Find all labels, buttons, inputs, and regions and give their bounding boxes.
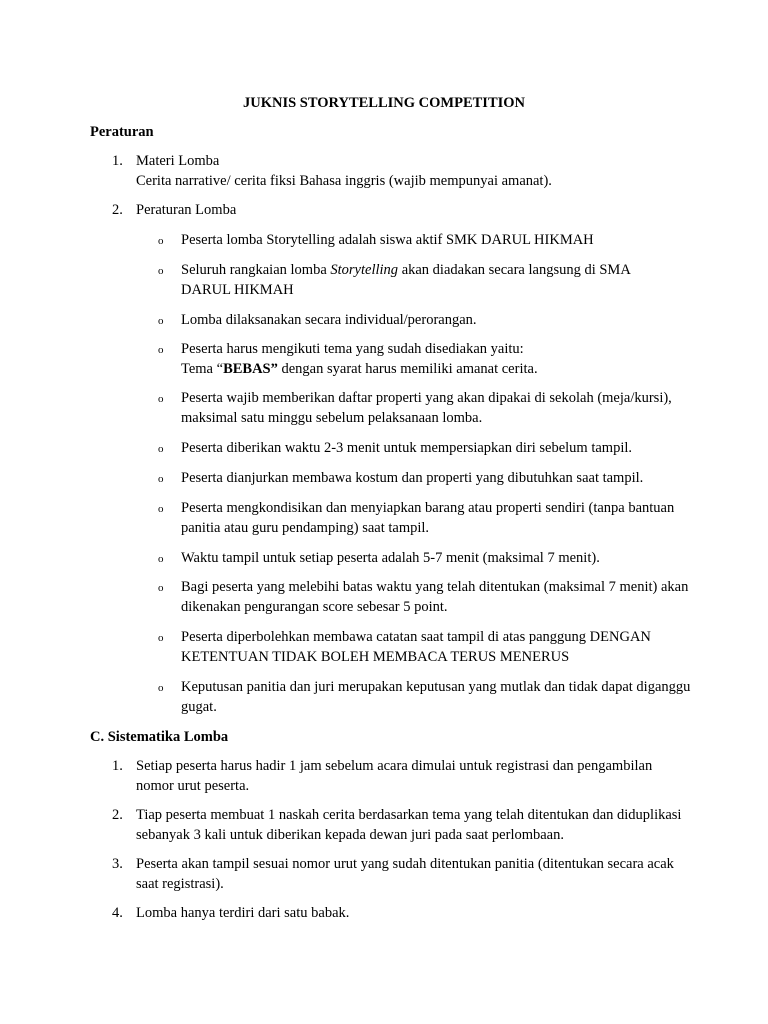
- rule-text: akan diadakan secara langsung di SMA: [398, 262, 631, 278]
- bullet-icon: o: [158, 582, 164, 594]
- rule-item: Peserta mengkondisikan dan menyiapkan barang atau properti sendiri (tanpa bantuan panitia atau guru pendamping) saat tampil.: [181, 500, 675, 536]
- bullet-icon: o: [158, 315, 164, 327]
- rule-item: Peserta diberikan waktu 2-3 menit untuk mempersiapkan diri sebelum tampil.: [181, 440, 633, 456]
- list-number: 2.: [112, 807, 123, 823]
- rule-item: Peserta harus mengikuti tema yang sudah disediakan yaitu:: [181, 341, 524, 357]
- rule-item: Peserta wajib memberikan daftar properti yang akan dipakai di sekolah (meja/kursi), maksimal satu minggu sebelum pelaksanaan lomba.: [181, 390, 672, 426]
- list-number: 1.: [112, 153, 123, 169]
- rule-item: Lomba dilaksanakan secara individual/perorangan.: [181, 312, 477, 328]
- rule-bold-text: BEBAS”: [223, 361, 278, 377]
- rule-item: [181, 260, 631, 280]
- section-heading-sistematika: C. Sistematika Lomba: [90, 729, 229, 745]
- bullet-icon: o: [158, 682, 164, 694]
- rule-item: Peserta diperbolehkan membawa catatan saat tampil di atas panggung DENGAN KETENTUAN TIDAK BOLEH MEMBACA TERUS MENERUS: [181, 629, 651, 665]
- rule-item-continuation: DARUL HIKMAH: [181, 282, 294, 298]
- bullet-icon: o: [158, 553, 164, 565]
- bullet-icon: o: [158, 473, 164, 485]
- bullet-icon: o: [158, 632, 164, 644]
- list-number: 2.: [112, 202, 123, 218]
- list-item-detail: Cerita narrative/ cerita fiksi Bahasa inggris (wajib mempunyai amanat).: [136, 173, 552, 189]
- list-item-label: Materi Lomba: [136, 153, 220, 169]
- bullet-icon: o: [158, 344, 164, 356]
- list-number: 1.: [112, 758, 123, 774]
- list-item-label: Peraturan Lomba: [136, 202, 237, 218]
- section-heading-peraturan: Peraturan: [90, 124, 154, 140]
- rule-text: Seluruh rangkaian lomba: [181, 262, 331, 278]
- rule-text: dengan syarat harus memiliki amanat cerita.: [277, 361, 538, 377]
- bullet-icon: o: [158, 235, 164, 247]
- list-number: 3.: [112, 856, 123, 872]
- rule-item: Waktu tampil untuk setiap peserta adalah 5-7 menit (maksimal 7 menit).: [181, 550, 600, 566]
- bullet-icon: o: [158, 265, 164, 277]
- rule-text: Tema “: [181, 361, 224, 377]
- list-item: Lomba hanya terdiri dari satu babak.: [136, 905, 350, 921]
- rule-italic-text: Storytelling: [330, 262, 399, 278]
- bullet-icon: o: [158, 393, 164, 405]
- bullet-icon: o: [158, 503, 164, 515]
- rule-item: Bagi peserta yang melebihi batas waktu yang telah ditentukan (maksimal 7 menit) akan dikenakan pengurangan score sebesar 5 point.: [181, 579, 689, 615]
- rule-item-continuation: [181, 359, 538, 379]
- list-item: Tiap peserta membuat 1 naskah cerita berdasarkan tema yang telah ditentukan dan diduplikasi sebanyak 3 kali untuk diberikan kepada dewan juri pada saat perlombaan.: [136, 807, 682, 843]
- list-item: Peserta akan tampil sesuai nomor urut yang sudah ditentukan panitia (ditentukan secara acak saat registrasi).: [136, 856, 674, 892]
- document-title: JUKNIS STORYTELLING COMPETITION: [242, 95, 526, 111]
- rule-item: Peserta dianjurkan membawa kostum dan properti yang dibutuhkan saat tampil.: [181, 470, 644, 486]
- list-item: Setiap peserta harus hadir 1 jam sebelum acara dimulai untuk registrasi dan pengambilan nomor urut peserta.: [136, 758, 653, 794]
- rule-item: Peserta lomba Storytelling adalah siswa aktif SMK DARUL HIKMAH: [181, 232, 594, 248]
- rule-item: Keputusan panitia dan juri merupakan keputusan yang mutlak dan tidak dapat diganggu gugat.: [181, 679, 691, 715]
- bullet-icon: o: [158, 443, 164, 455]
- list-number: 4.: [112, 905, 123, 921]
